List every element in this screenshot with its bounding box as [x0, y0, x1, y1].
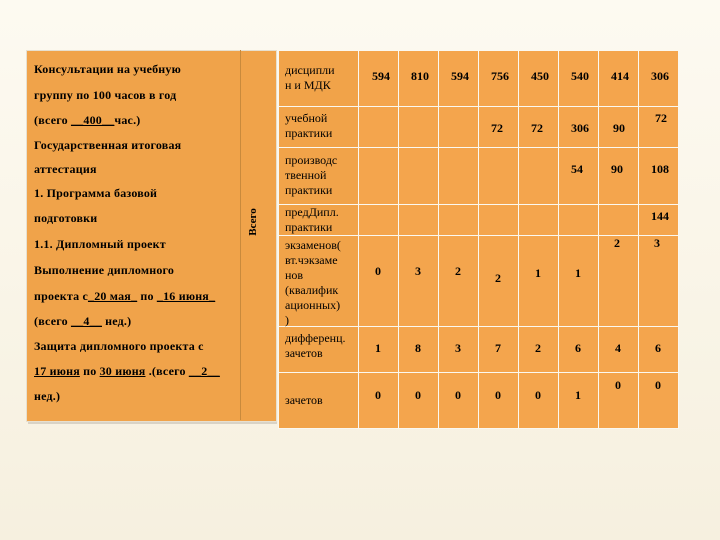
row-label-cell — [279, 107, 359, 148]
cell-value: 0 — [455, 388, 461, 402]
row-label-cell — [279, 51, 359, 107]
row-label: дисципли н и МДК — [285, 63, 335, 92]
value-cell — [399, 148, 439, 205]
cell-value: 0 — [495, 388, 501, 402]
value-cell — [599, 51, 639, 107]
value-cell — [519, 107, 559, 148]
consultations-line-2: группу по 100 часов в год — [34, 88, 177, 102]
value-cell — [639, 373, 679, 429]
value-cell — [479, 327, 519, 373]
cell-value: 540 — [571, 69, 589, 83]
table-row — [279, 148, 679, 205]
value-cell — [559, 327, 599, 373]
cell-value: 594 — [451, 69, 469, 83]
value-cell — [479, 373, 519, 429]
program-line-2: подготовки — [34, 211, 98, 225]
cell-value: 306 — [651, 69, 669, 83]
value-cell — [559, 148, 599, 205]
state-attestation-line-1: Государственная итоговая — [34, 138, 182, 152]
value-cell — [639, 327, 679, 373]
value-cell — [639, 107, 679, 148]
table-row — [279, 205, 679, 236]
cell-value: 306 — [571, 121, 589, 135]
diploma-weeks-line: (всего __4__ нед.) — [34, 314, 132, 328]
cell-value: 3 — [455, 341, 461, 355]
value-cell — [399, 236, 439, 327]
cell-value: 72 — [531, 121, 543, 135]
row-label-cell — [279, 327, 359, 373]
cell-value: 2 — [535, 341, 541, 355]
value-cell — [399, 327, 439, 373]
cell-value: 90 — [611, 162, 623, 176]
cell-value: 144 — [651, 209, 669, 223]
value-cell — [639, 51, 679, 107]
value-cell — [479, 107, 519, 148]
value-cell — [639, 236, 679, 327]
diploma-dates-line: проекта с_20 мая_ по _16 июня_ — [34, 289, 216, 303]
cell-value: 0 — [535, 388, 541, 402]
cell-value: 0 — [375, 264, 381, 278]
value-cell — [479, 148, 519, 205]
cell-value: 810 — [411, 69, 429, 83]
cell-value: 2 — [455, 264, 461, 278]
row-label: дифференц. зачетов — [285, 331, 346, 360]
value-cell — [599, 236, 639, 327]
value-cell — [599, 327, 639, 373]
value-cell — [479, 51, 519, 107]
value-cell — [519, 205, 559, 236]
value-cell — [439, 205, 479, 236]
cell-value: 1 — [375, 341, 381, 355]
cell-value: 8 — [415, 341, 421, 355]
row-label: зачетов — [285, 393, 323, 407]
value-cell — [359, 205, 399, 236]
value-cell — [519, 236, 559, 327]
cell-value: 2 — [614, 236, 620, 250]
value-cell — [399, 373, 439, 429]
value-cell — [519, 327, 559, 373]
consultations-total-line: (всего __400__час.) — [34, 113, 141, 127]
value-cell — [399, 205, 439, 236]
value-cell — [359, 148, 399, 205]
cell-value: 72 — [655, 111, 667, 125]
state-attestation-line-2: аттестация — [34, 162, 97, 176]
value-cell — [439, 327, 479, 373]
cell-value: 108 — [651, 162, 669, 176]
cell-value: 4 — [615, 341, 621, 355]
value-cell — [439, 236, 479, 327]
value-cell — [599, 148, 639, 205]
cell-value: 7 — [495, 341, 501, 355]
value-cell — [359, 327, 399, 373]
table-row — [279, 373, 679, 429]
table-row — [279, 107, 679, 148]
value-cell — [479, 236, 519, 327]
cell-value: 0 — [415, 388, 421, 402]
value-cell — [479, 205, 519, 236]
value-cell — [399, 107, 439, 148]
cell-value: 72 — [491, 121, 503, 135]
cell-value: 414 — [611, 69, 629, 83]
cell-value: 1 — [575, 388, 581, 402]
value-cell — [399, 51, 439, 107]
value-cell — [519, 148, 559, 205]
row-label: производс твенной практики — [285, 153, 338, 197]
diploma-defense-line: Защита дипломного проекта с — [34, 339, 204, 353]
row-label: экзаменов( вт.чэкзаме нов (квалифик ационных) ) — [285, 238, 341, 327]
value-cell — [559, 107, 599, 148]
cell-value: 2 — [495, 271, 501, 285]
value-cell — [439, 148, 479, 205]
table-row — [279, 236, 679, 327]
cell-value: 90 — [613, 121, 625, 135]
value-cell — [559, 205, 599, 236]
value-cell — [359, 236, 399, 327]
consultations-line-1: Консультации на учебную — [34, 62, 181, 76]
cell-value: 450 — [531, 69, 549, 83]
diploma-project-heading: 1.1. Дипломный проект — [34, 237, 166, 251]
value-cell — [639, 205, 679, 236]
row-label-cell — [279, 148, 359, 205]
cell-value: 0 — [375, 388, 381, 402]
value-cell — [559, 236, 599, 327]
cell-value: 6 — [655, 341, 661, 355]
table-row — [279, 327, 679, 373]
value-cell — [599, 373, 639, 429]
value-cell — [639, 148, 679, 205]
cell-value: 1 — [535, 266, 541, 280]
program-line-1: 1. Программа базовой — [34, 186, 158, 200]
cell-value: 6 — [575, 341, 581, 355]
diploma-execution-line: Выполнение дипломного — [34, 263, 175, 277]
cell-value: 54 — [571, 162, 583, 176]
table-row — [279, 51, 679, 107]
row-label: предДипл. практики — [285, 205, 339, 234]
value-cell — [599, 205, 639, 236]
value-cell — [359, 373, 399, 429]
row-label-cell — [279, 205, 359, 236]
cell-value: 0 — [655, 378, 661, 392]
row-label-cell — [279, 373, 359, 429]
cell-value: 3 — [415, 264, 421, 278]
value-cell — [439, 107, 479, 148]
value-cell — [519, 51, 559, 107]
defense-dates-line: 17 июня по 30 июня .(всего __2__ — [34, 364, 220, 378]
value-cell — [359, 107, 399, 148]
value-cell — [559, 51, 599, 107]
value-cell — [519, 373, 559, 429]
row-label: учебной практики — [285, 111, 333, 140]
defense-weeks-line: нед.) — [34, 389, 61, 403]
value-cell — [439, 51, 479, 107]
value-cell — [599, 107, 639, 148]
cell-value: 3 — [654, 236, 660, 250]
value-cell — [359, 51, 399, 107]
cell-value: 756 — [491, 69, 509, 83]
cell-value: 1 — [575, 266, 581, 280]
cell-value: 594 — [372, 69, 390, 83]
cell-value: 0 — [615, 378, 621, 392]
value-cell — [559, 373, 599, 429]
row-label-cell — [279, 236, 359, 327]
value-cell — [439, 373, 479, 429]
hours-table — [278, 50, 679, 429]
vertical-total-label: Всего — [247, 208, 259, 236]
